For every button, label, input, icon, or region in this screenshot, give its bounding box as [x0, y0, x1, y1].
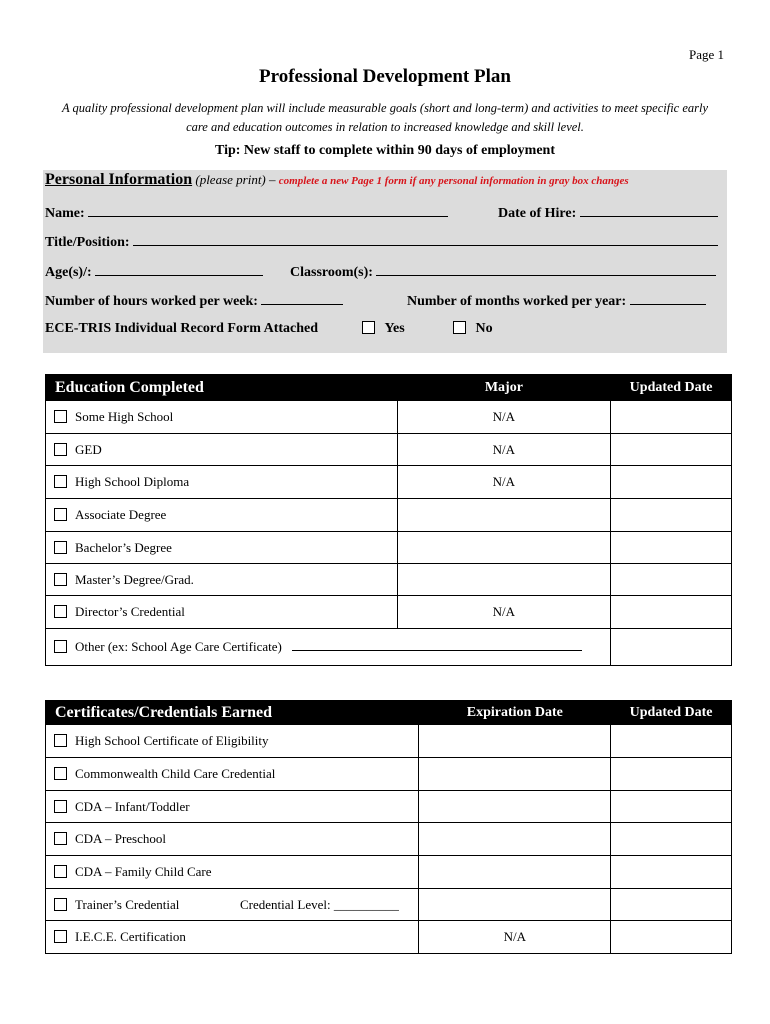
- expiration-cell[interactable]: N/A: [419, 921, 611, 954]
- table-row: [46, 921, 732, 954]
- personal-heading-text: Personal Information: [45, 171, 193, 188]
- updated-date-cell[interactable]: [611, 791, 732, 823]
- checkbox[interactable]: [54, 541, 67, 554]
- ece-tris-label: ECE-TRIS Individual Record Form Attached: [45, 321, 319, 336]
- expiration-cell[interactable]: [419, 823, 611, 856]
- ages-field: [45, 262, 263, 281]
- expiration-cell[interactable]: [419, 791, 611, 823]
- name-field: [45, 203, 448, 222]
- table-row: [46, 434, 732, 466]
- table-row: [46, 532, 732, 564]
- certificate-label: Commonwealth Child Care Credential: [75, 766, 276, 781]
- checkbox[interactable]: [54, 605, 67, 618]
- title-position-label: Title/Position:: [45, 235, 130, 250]
- ece-yes-option[interactable]: [362, 321, 405, 337]
- table-row: [46, 758, 732, 791]
- months-field: [407, 291, 706, 310]
- no-checkbox[interactable]: [453, 321, 466, 334]
- please-print-text: (please print) –: [192, 172, 279, 187]
- certificate-item: [46, 823, 419, 856]
- certificate-label: CDA – Preschool: [75, 831, 166, 846]
- updated-date-cell[interactable]: [611, 758, 732, 791]
- major-cell[interactable]: [397, 532, 611, 564]
- updated-date-column-header: Updated Date: [611, 375, 732, 401]
- expiration-date-column-header: Expiration Date: [419, 701, 611, 725]
- certificate-item: [46, 856, 419, 889]
- updated-date-cell[interactable]: [611, 499, 732, 532]
- intro-text: A quality professional development plan will include measurable goals (short and long-term) and activities to meet specific early care and education outcomes in relation to increased knowledge and skill level.: [61, 101, 709, 134]
- major-cell[interactable]: N/A: [397, 596, 611, 629]
- table-row: [46, 889, 732, 921]
- major-cell[interactable]: [397, 499, 611, 532]
- checkbox[interactable]: [54, 640, 67, 653]
- table-row: [46, 725, 732, 758]
- table-row: [46, 856, 732, 889]
- certificate-item: [46, 889, 419, 921]
- education-item: [46, 564, 398, 596]
- updated-date-cell[interactable]: [611, 532, 732, 564]
- education-label: Director’s Credential: [75, 604, 185, 619]
- expiration-cell[interactable]: [419, 856, 611, 889]
- major-cell[interactable]: N/A: [397, 434, 611, 466]
- updated-date-cell[interactable]: [611, 889, 732, 921]
- ece-no-option[interactable]: [453, 321, 493, 337]
- certificate-item: [46, 791, 419, 823]
- certificates-table: [45, 700, 732, 954]
- certificates-header-row: [46, 701, 732, 725]
- table-row: [46, 791, 732, 823]
- certificate-label: CDA – Family Child Care: [75, 864, 212, 879]
- hours-label: Number of hours worked per week:: [45, 294, 258, 309]
- date-of-hire-label: Date of Hire:: [498, 206, 577, 221]
- updated-date-cell[interactable]: [611, 856, 732, 889]
- checkbox[interactable]: [54, 508, 67, 521]
- date-of-hire-input[interactable]: [580, 203, 718, 217]
- education-label: High School Diploma: [75, 474, 190, 489]
- updated-date-cell[interactable]: [611, 823, 732, 856]
- ece-tris-field: [45, 321, 318, 337]
- classroom-label: Classroom(s):: [290, 265, 373, 280]
- education-item: [46, 499, 398, 532]
- updated-date-cell[interactable]: [611, 725, 732, 758]
- table-row: [46, 823, 732, 856]
- updated-date-column-header: Updated Date: [611, 701, 732, 725]
- months-input[interactable]: [630, 291, 706, 305]
- updated-date-cell[interactable]: [611, 921, 732, 954]
- title-position-input[interactable]: [133, 232, 718, 246]
- certificate-item: [46, 758, 419, 791]
- classroom-input[interactable]: [376, 262, 716, 276]
- ages-input[interactable]: [95, 262, 263, 276]
- major-cell[interactable]: N/A: [397, 466, 611, 499]
- education-item: [46, 434, 398, 466]
- checkbox[interactable]: [54, 767, 67, 780]
- yes-label: Yes: [384, 321, 405, 336]
- table-row: [46, 401, 732, 434]
- expiration-cell[interactable]: [419, 758, 611, 791]
- checkbox[interactable]: [54, 410, 67, 423]
- yes-checkbox[interactable]: [362, 321, 375, 334]
- page-number: Page 1: [688, 47, 724, 62]
- checkbox[interactable]: [54, 898, 67, 911]
- certificate-item: [46, 725, 419, 758]
- hours-input[interactable]: [261, 291, 343, 305]
- expiration-cell[interactable]: [419, 889, 611, 921]
- education-header: Education Completed: [46, 375, 398, 401]
- education-item: [46, 596, 398, 629]
- personal-information-heading: [45, 171, 629, 189]
- major-cell[interactable]: N/A: [397, 401, 611, 434]
- name-input[interactable]: [88, 203, 448, 217]
- education-label: Associate Degree: [75, 507, 167, 522]
- certificate-label: High School Certificate of Eligibility: [75, 733, 269, 748]
- checkbox[interactable]: [54, 734, 67, 747]
- education-label: GED: [75, 441, 102, 457]
- education-table: [45, 374, 732, 666]
- checkbox[interactable]: [54, 930, 67, 943]
- updated-date-cell[interactable]: [611, 401, 732, 434]
- table-row: [46, 629, 732, 666]
- gray-box-note: complete a new Page 1 form if any personal information in gray box changes: [278, 175, 629, 187]
- certificates-header: Certificates/Credentials Earned: [46, 701, 419, 725]
- personal-information-box: [43, 170, 727, 353]
- checkbox[interactable]: [54, 475, 67, 488]
- checkbox[interactable]: [54, 443, 67, 456]
- education-item: [46, 532, 398, 564]
- updated-date-cell[interactable]: [611, 434, 732, 466]
- checkbox[interactable]: [54, 865, 67, 878]
- education-item-other: [46, 629, 611, 666]
- major-cell[interactable]: [397, 564, 611, 596]
- tip-text: Tip: New staff to complete within 90 days of employment: [215, 143, 555, 158]
- updated-date-cell[interactable]: [611, 466, 732, 499]
- credential-level-label: Credential Level: __________: [240, 896, 399, 912]
- hours-field: [45, 291, 343, 310]
- education-label: Some High School: [75, 409, 174, 424]
- checkbox[interactable]: [54, 573, 67, 586]
- education-label: Bachelor’s Degree: [75, 539, 172, 555]
- updated-date-cell[interactable]: [611, 629, 732, 666]
- updated-date-cell[interactable]: [611, 596, 732, 629]
- education-header-row: [46, 375, 732, 401]
- education-item: [46, 401, 398, 434]
- table-row: [46, 499, 732, 532]
- major-column-header: Major: [397, 375, 611, 401]
- classroom-field: [290, 262, 716, 281]
- certificate-label: I.E.C.E. Certification: [75, 929, 186, 944]
- name-label: Name:: [45, 206, 85, 221]
- checkbox[interactable]: [54, 800, 67, 813]
- certificate-item: [46, 921, 419, 954]
- page-title: Professional Development Plan: [259, 66, 511, 87]
- checkbox[interactable]: [54, 832, 67, 845]
- title-position-field: [45, 232, 718, 251]
- date-of-hire-field: [498, 203, 718, 222]
- education-label: Master’s Degree/Grad.: [75, 571, 194, 587]
- no-label: No: [475, 321, 493, 336]
- certificate-label: Trainer’s Credential: [75, 896, 180, 912]
- months-label: Number of months worked per year:: [407, 294, 627, 309]
- other-input[interactable]: [292, 639, 582, 651]
- table-row: [46, 596, 732, 629]
- other-label: Other (ex: School Age Care Certificate): [75, 639, 282, 654]
- expiration-cell[interactable]: [419, 725, 611, 758]
- ages-label: Age(s)/:: [45, 265, 92, 280]
- table-row: [46, 466, 732, 499]
- certificate-label: CDA – Infant/Toddler: [75, 798, 190, 814]
- updated-date-cell[interactable]: [611, 564, 732, 596]
- education-item: [46, 466, 398, 499]
- table-row: [46, 564, 732, 596]
